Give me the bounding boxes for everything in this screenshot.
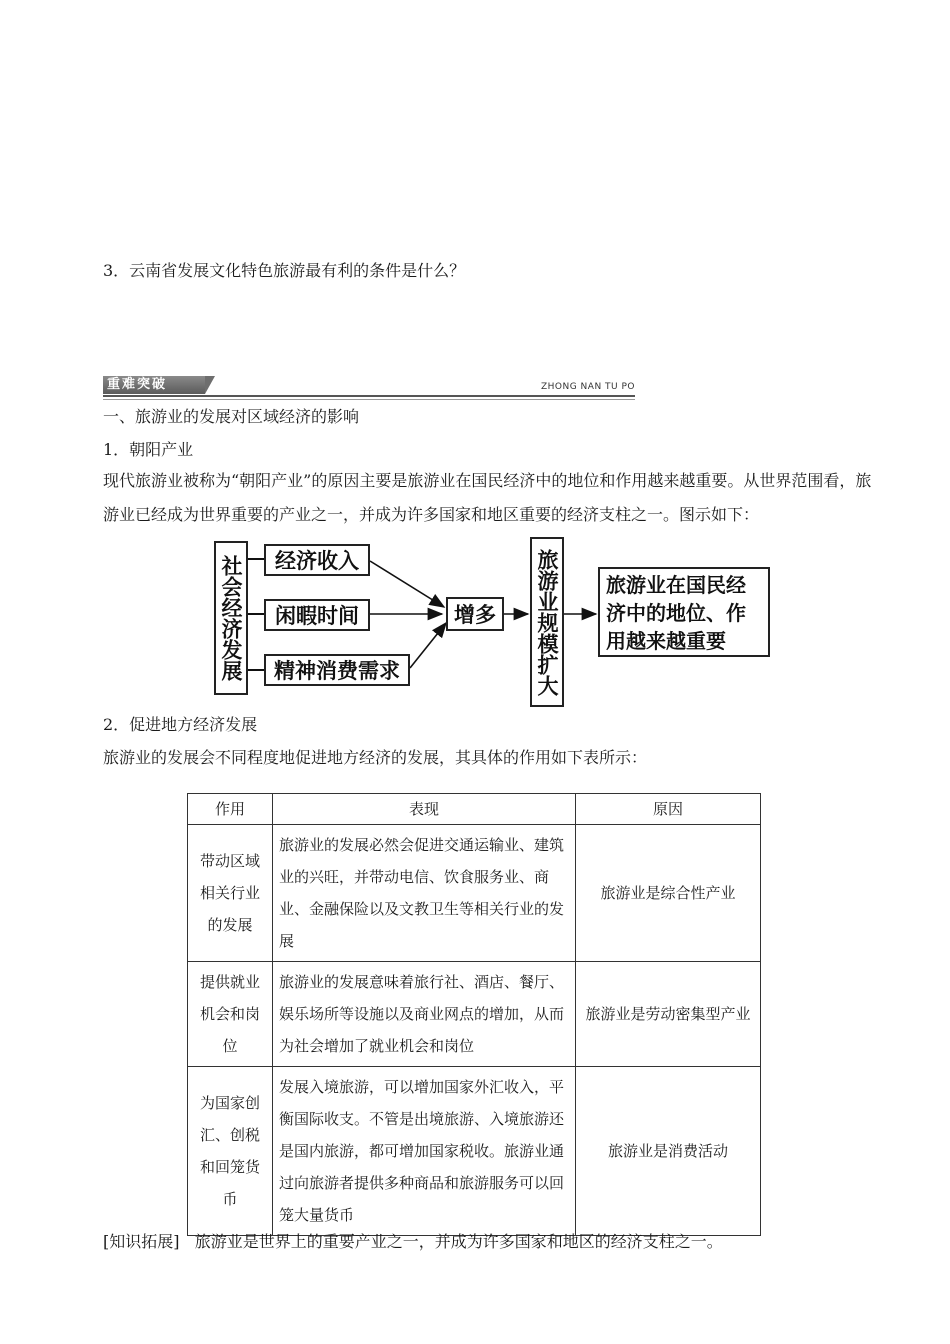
- cell-manifestation: 发展入境旅游，可以增加国家外汇收入，平衡国际收支。不管是出境旅游、入境旅游还是国内旅游，都可增加国家税收。旅游业通过向旅游者提供多种商品和旅游服务可以回笼大量货币: [273, 1067, 576, 1236]
- arrow-demand: [410, 623, 446, 668]
- paragraph-1-text: 现代旅游业被称为“朝阳产业”的原因主要是旅游业在国民经济中的地位和作用越来越重要。从世界范围看，旅游业已经成为世界重要的产业之一，并成为许多国家和地区重要的经济支柱之一。图示如下：: [103, 471, 872, 524]
- cell-reason: 旅游业是综合性产业: [576, 825, 761, 962]
- result-box: 旅游业在国民经济中的地位、作用越来越重要: [598, 567, 770, 657]
- cell-role: 提供就业机会和岗位: [188, 962, 273, 1067]
- banner-pinyin: ZHONG NAN TU PO: [540, 382, 635, 392]
- sub-heading-2: 2．促进地方经济发展: [103, 715, 258, 734]
- section-heading: 一、旅游业的发展对区域经济的影响: [103, 407, 360, 426]
- effects-table: [187, 793, 761, 1236]
- arrow-income: [370, 561, 444, 607]
- cell-manifestation: 旅游业的发展意味着旅行社、酒店、餐厅、娱乐场所等设施以及商业网点的增加，从而为社会增加了就业机会和岗位: [273, 962, 576, 1067]
- factor-leisure-box: 闲暇时间: [264, 599, 370, 631]
- banner-rule: [103, 395, 635, 397]
- header-reason: 原因: [576, 794, 761, 825]
- flow-diagram: [214, 537, 774, 709]
- cell-role: 为国家创汇、创税和回笼货币: [188, 1067, 273, 1236]
- section-banner: [103, 375, 635, 401]
- table-header-row: [188, 794, 761, 825]
- sub-heading-1: 1．朝阳产业: [103, 440, 194, 459]
- scale-box: 旅游业规模扩大: [530, 537, 564, 707]
- table-row: [188, 825, 761, 962]
- cell-manifestation: 旅游业的发展必然会促进交通运输业、建筑业的兴旺，并带动电信、饮食服务业、商业、金融保险以及文教卫生等相关行业的发展: [273, 825, 576, 962]
- question-3: 3．云南省发展文化特色旅游最有利的条件是什么？: [103, 261, 466, 280]
- paragraph-1: [103, 464, 883, 532]
- banner-cap: [205, 376, 215, 394]
- knowledge-extension: [103, 1230, 723, 1254]
- paragraph-2: 旅游业的发展会不同程度地促进地方经济的发展，其具体的作用如下表所示：: [103, 748, 648, 767]
- cell-reason: 旅游业是消费活动: [576, 1067, 761, 1236]
- society-economy-box: 社会经济发展: [214, 541, 248, 695]
- cell-reason: 旅游业是劳动密集型产业: [576, 962, 761, 1067]
- factor-income-box: 经济收入: [264, 544, 370, 576]
- cell-role: 带动区域相关行业的发展: [188, 825, 273, 962]
- header-role: 作用: [188, 794, 273, 825]
- factor-demand-box: 精神消费需求: [264, 654, 410, 686]
- extension-label: [知识拓展]: [103, 1232, 180, 1251]
- banner-title: 重难突破: [103, 376, 205, 394]
- banner-rule-thin: [103, 399, 635, 400]
- header-manifestation: 表现: [273, 794, 576, 825]
- increase-box: 增多: [446, 597, 504, 631]
- extension-text: 旅游业是世界上的重要产业之一，并成为许多国家和地区的经济支柱之一。: [194, 1232, 723, 1251]
- table-row: [188, 962, 761, 1067]
- table-row: [188, 1067, 761, 1236]
